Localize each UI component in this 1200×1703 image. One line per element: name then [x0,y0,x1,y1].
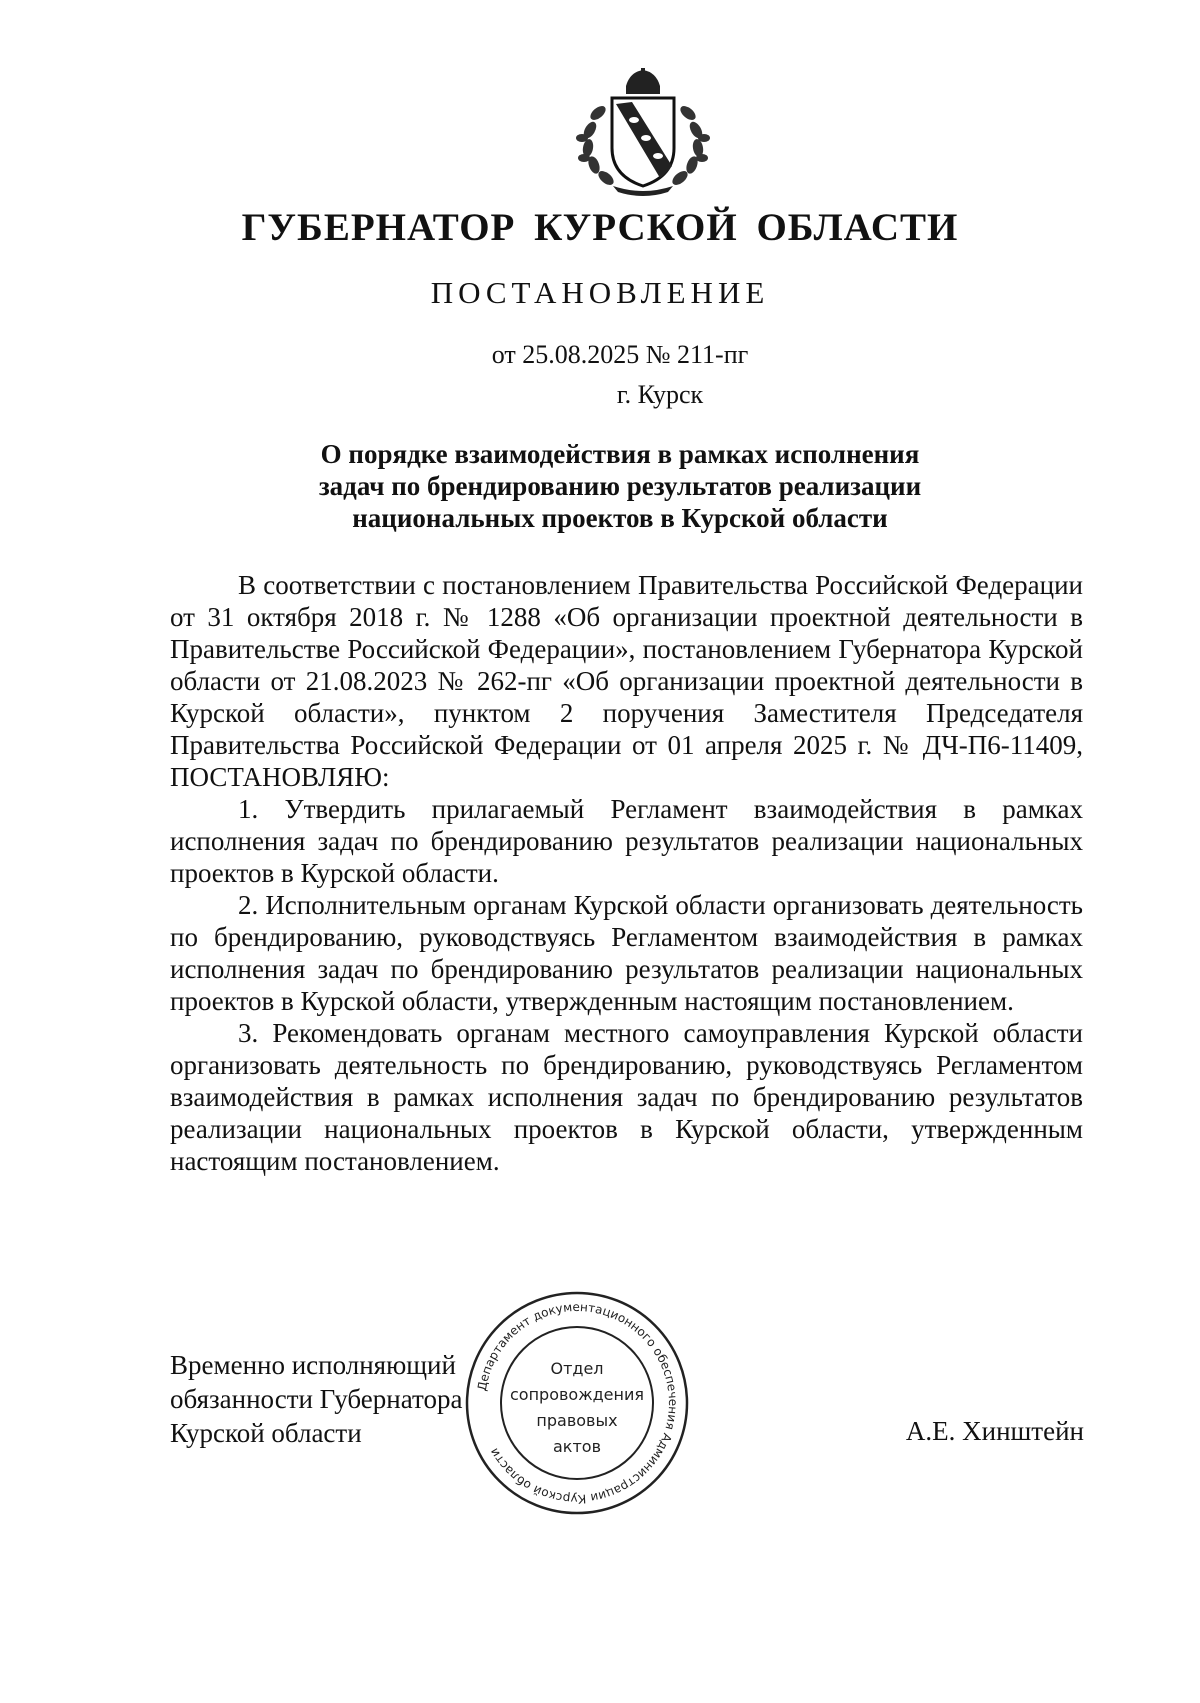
preamble-paragraph: В соответствии с постановлением Правительства Российской Федерации от 31 октября 2018 г. № 1288 «Об организации проектной деятельности в Правительстве Российской Федерации», постановлением Губернатора Курской области от 21.08.2023 № 262-пг «Об организации проектной деятельности в Курской области», пунктом 2 поручения Заместителя Председателя Правительства Российской Федерации от 01 апреля 2025 г. № ДЧ-П6-11409, ПОСТАНОВЛЯЮ: [170,570,1083,792]
decree-item-1: 1. Утвердить прилагаемый Регламент взаимодействия в рамках исполнения задач по брендированию результатов реализации национальных проектов в Курской области. [170,794,1083,888]
signatory-name: А.Е. Хинштейн [905,1416,1084,1446]
subject-line: задач по брендированию результатов реализации [318,471,922,501]
stamp-center-line: Отдел [550,1359,604,1378]
stamp-center-line: сопровождения [509,1385,645,1404]
signatory-position [170,1348,462,1450]
kursk-coat-of-arms-icon [568,68,718,196]
subject-line: национальных проектов в Курской области [352,503,888,533]
position-line: Временно исполняющий [170,1350,456,1380]
stamp-ring-text: Департамент документационного обеспечения Администрации Курской области [474,1299,681,1507]
document-subject [280,438,960,534]
decree-item-2: 2. Исполнительным органам Курской области организовать деятельность по брендированию, руководствуясь Регламентом взаимодействия в рамках исполнения задач по брендированию результатов реализации национальных проектов в Курской области, утвержденным настоящим постановлением. [170,890,1083,1016]
position-line: обязанности Губернатора [170,1384,463,1414]
position-line: Курской области [170,1418,362,1448]
document-type: ПОСТАНОВЛЕНИЕ [430,275,770,310]
document-body [170,569,1083,1177]
stamp-center-line: актов [552,1437,602,1456]
official-stamp [462,1288,692,1518]
document-date-number: от 25.08.2025 № 211-пг [491,340,749,369]
stamp-center-line: правовых [536,1411,618,1430]
document-city: г. Курск [616,380,704,409]
decree-item-3: 3. Рекомендовать органам местного самоуправления Курской области организовать деятельность по брендированию, руководствуясь Регламентом взаимодействия в рамках исполнения задач по брендированию результатов реализации национальных проектов в Курской области, утвержденным настоящим постановлением. [170,1018,1083,1176]
subject-line: О порядке взаимодействия в рамках исполнения [320,439,920,469]
org-title: ГУБЕРНАТОР КУРСКОЙ ОБЛАСТИ [241,206,959,249]
